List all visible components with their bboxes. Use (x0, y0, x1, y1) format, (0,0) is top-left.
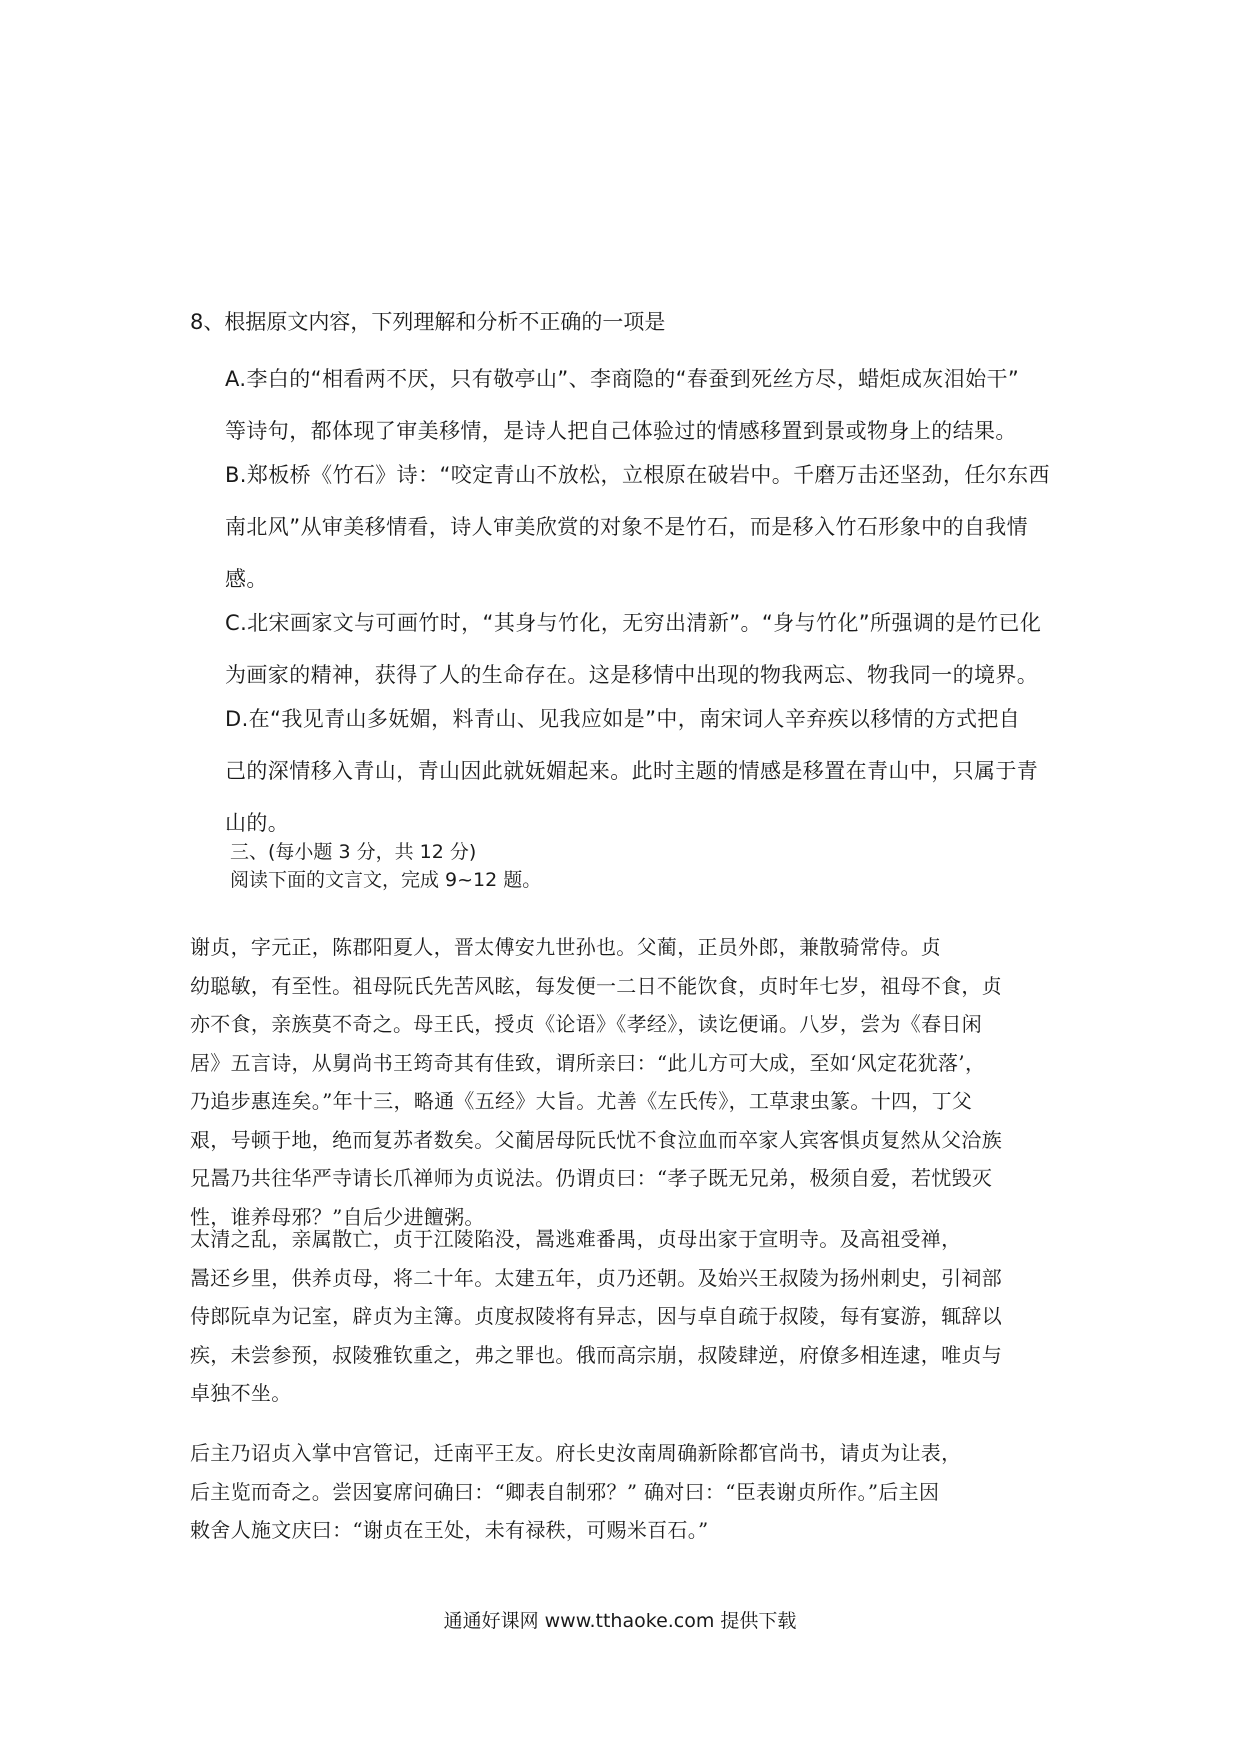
page-footer: 通通好课网 www.tthaoke.com 提供下载 (443, 1610, 797, 1632)
passage-line: 乃追步惠连矣。”年十三，略通《五经》大旨。尤善《左氏传》，工草隶虫篆。十四，丁父 (190, 1089, 973, 1113)
section-3-heading: 三、(每小题 3 分，共 12 分) (230, 841, 477, 863)
option-d-line: 山的。 (225, 811, 290, 835)
passage-line: 幼聪敏，有至性。祖母阮氏先苦风眩，每发便一二日不能饮食，贞时年七岁，祖母不食，贞 (190, 973, 1002, 998)
option-a-line: A.李白的“相看两不厌，只有敬亭山”、李商隐的“春蚕到死丝方尽，蜡炬成灰泪始干” (225, 367, 1020, 391)
question-8-option-a (225, 353, 1060, 457)
option-a-line: 等诗句，都体现了审美移情，是诗人把自己体验过的情感移置到景或物身上的结果。 (225, 419, 1017, 443)
option-b-line: 感。 (225, 567, 268, 591)
passage-line: 艰，号顿于地，绝而复苏者数矣。父蔺居母阮氏忧不食泣血而卒家人宾客惧贞复然从父洽族 (190, 1127, 1002, 1152)
passage-line: 卓独不坐。 (190, 1381, 292, 1405)
passage-line: 暠还乡里，供养贞母，将二十年。太建五年，贞乃还朝。及始兴王叔陵为扬州刺史，引祠部 (190, 1265, 1002, 1290)
question-8-title: 8、根据原文内容，下列理解和分析不正确的一项是 (190, 310, 666, 334)
option-c-line: C.北宋画家文与可画竹时，“其身与竹化，无穷出清新”。“身与竹化”所强调的是竹已化 (225, 611, 1042, 635)
option-d-line: 己的深情移入青山，青山因此就妩媚起来。此时主题的情感是移置在青山中，只属于青 (225, 759, 1039, 783)
section-3-instruction: 阅读下面的文言文，完成 9~12 题。 (230, 869, 542, 891)
passage-paragraph-3 (190, 1434, 1060, 1550)
passage-line: 亦不食，亲族莫不奇之。母王氏，授贞《论语》《孝经》，读讫便诵。八岁，尝为《春日闲 (190, 1012, 982, 1036)
passage-line: 性，谁养母邪？”自后少进饘粥。 (190, 1204, 485, 1229)
option-c-line: 为画家的精神，获得了人的生命存在。这是移情中出现的物我两忘、物我同一的境界。 (225, 663, 1039, 687)
passage-line: 侍郎阮卓为记室，辟贞为主簿。贞度叔陵将有异志，因与卓自疏于叔陵，每有宴游，辄辞以 (190, 1304, 1002, 1328)
passage-paragraph-1 (190, 928, 1060, 1236)
passage-line: 后主览而奇之。尝因宴席问确曰：“卿表自制邪？” 确对曰：“臣表谢贞所作。”后主因 (190, 1479, 940, 1504)
passage-paragraph-2 (190, 1220, 1060, 1413)
question-8-option-d (225, 693, 1060, 849)
passage-line: 谢贞，字元正，陈郡阳夏人，晋太傅安九世孙也。父蔺，正员外郎，兼散骑常侍。贞 (190, 935, 942, 959)
passage-line: 兄暠乃共往华严寺请长爪禅师为贞说法。仍谓贞曰：“孝子既无兄弟，极须自爱，若忧毁灭 (190, 1166, 993, 1190)
option-d-line: D.在“我见青山多妩媚，料青山、见我应如是”中，南宋词人辛弃疾以移情的方式把自 (225, 707, 1021, 731)
option-b-line: 南北风”从审美移情看，诗人审美欣赏的对象不是竹石，而是移入竹石形象中的自我情 (225, 515, 1029, 539)
question-8-option-c (225, 597, 1060, 701)
passage-line: 疾，未尝参预，叔陵雅钦重之，弗之罪也。俄而高宗崩，叔陵肆逆，府僚多相连逮，唯贞与 (190, 1342, 1002, 1367)
question-8-option-b (225, 449, 1060, 605)
passage-line: 居》五言诗，从舅尚书王筠奇其有佳致，谓所亲曰：“此儿方可大成，至如‘风定花犹落’， (190, 1050, 986, 1075)
passage-line: 太清之乱，亲属散亡，贞于江陵陷没，暠逃难番禺，贞母出家于宣明寺。及高祖受禅， (190, 1227, 962, 1251)
passage-line: 后主乃诏贞入掌中宫管记，迁南平王友。府长史汝南周确新除都官尚书，请贞为让表， (190, 1441, 962, 1465)
option-b-line: B.郑板桥《竹石》诗：“咬定青山不放松，立根原在破岩中。千磨万击还坚劲，任尔东西 (225, 463, 1050, 487)
passage-line: 敕舍人施文庆曰：“谢贞在王处，未有禄秩，可赐米百石。” (190, 1518, 709, 1542)
